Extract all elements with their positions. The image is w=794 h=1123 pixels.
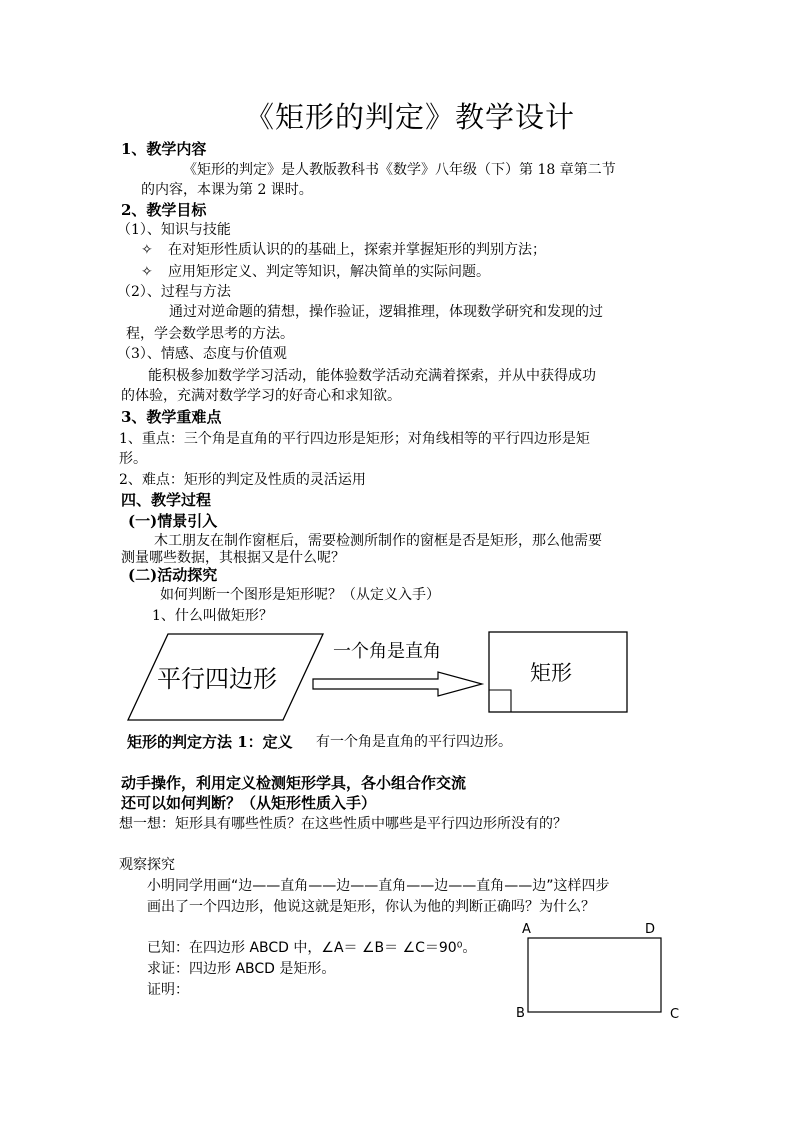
rectangle-abcd <box>528 938 661 1012</box>
objective-2-line-1: 通过对逆命题的猜想，操作验证，逻辑推理，体现数学研究和发现的过 <box>169 304 603 320</box>
prove-statement: 求证：四边形 ABCD 是矩形。 <box>147 961 336 977</box>
observe-line-1: 小明同学用画“边——直角——边——直角——边——直角——边”这样四步 <box>147 878 610 894</box>
observe-heading: 观察探究 <box>119 857 175 873</box>
question-definition: 如何判断一个图形是矩形呢？（从定义入手） <box>160 587 440 603</box>
objective-2-title: （2）、过程与方法 <box>117 284 231 300</box>
section-4-heading: 四、教学过程 <box>121 491 212 509</box>
known-condition: 已知：在四边形 ABCD 中，∠A＝ ∠B＝ ∠C＝90⁰。 <box>147 940 477 956</box>
hands-on-activity: 动手操作，利用定义检测矩形学具，各小组合作交流 <box>121 774 467 792</box>
section-1-heading: 1、教学内容 <box>121 140 207 158</box>
question-what-is-rectangle: 1、什么叫做矩形？ <box>152 608 273 624</box>
parallelogram-label: 平行四边形 <box>157 665 277 693</box>
scenario-line-2: 测量哪些数据，其根据又是什么呢？ <box>121 550 345 566</box>
vertex-d-label: D <box>645 922 656 937</box>
section-1-line-2: 的内容，本课为第 2 课时。 <box>141 182 313 198</box>
key-point-line-2: 形。 <box>119 451 147 467</box>
difficult-point: 2、难点：矩形的判定及性质的灵活运用 <box>119 472 366 488</box>
bullet-icon: ✧ <box>141 264 153 280</box>
proof-label: 证明： <box>147 982 189 998</box>
activity-title: (二)活动探究 <box>128 566 218 584</box>
section-1-line-1: 《矩形的判定》是人教版教科书《数学》八年级（下）第 18 章第二节 <box>183 162 616 178</box>
objective-3-line-1: 能积极参加数学学习活动，能体验数学活动充满着探索，并从中获得成功 <box>148 368 596 384</box>
objective-1-title: （1）、知识与技能 <box>117 222 231 238</box>
vertex-a-label: A <box>522 922 531 937</box>
section-2-heading: 2、教学目标 <box>121 201 207 219</box>
page-title: 《矩形的判定》教学设计 <box>245 100 576 134</box>
objective-1-bullet-1: 在对矩形性质认识的的基础上，探索并掌握矩形的判别方法； <box>168 242 546 258</box>
definition-diagram <box>0 625 794 745</box>
objective-1-bullet-2: 应用矩形定义、判定等知识，解决简单的实际问题。 <box>168 264 490 280</box>
vertex-b-label: B <box>516 1006 525 1021</box>
rectangle-label: 矩形 <box>530 661 572 685</box>
objective-2-line-2: 程，学会数学思考的方法。 <box>126 326 294 342</box>
arrow-label: 一个角是直角 <box>333 641 441 662</box>
vertex-c-label: C <box>670 1007 680 1022</box>
scenario-title: (一)情景引入 <box>128 512 218 530</box>
property-question: 还可以如何判断？（从矩形性质入手） <box>121 794 377 812</box>
method-1-text: 有一个角是直角的平行四边形。 <box>316 734 512 750</box>
scenario-line-1: 木工朋友在制作窗框后，需要检测所制作的窗框是否是矩形，那么他需要 <box>154 533 602 549</box>
method-1-title: 矩形的判定方法 1：定义 <box>127 733 293 751</box>
observe-line-2: 画出了一个四边形，他说这就是矩形，你认为他的判断正确吗？为什么？ <box>147 899 595 915</box>
section-3-heading: 3、教学重难点 <box>121 408 222 426</box>
think-question: 想一想：矩形具有哪些性质？在这些性质中哪些是平行四边形所没有的？ <box>119 816 567 832</box>
bullet-icon: ✧ <box>141 242 153 258</box>
key-point-line-1: 1、重点：三个角是直角的平行四边形是矩形；对角线相等的平行四边形是矩 <box>119 431 590 447</box>
rectangle-abcd-figure <box>510 918 690 1028</box>
objective-3-line-2: 的体验，充满对数学学习的好奇心和求知欲。 <box>121 388 401 404</box>
objective-3-title: （3）、情感、态度与价值观 <box>117 346 287 362</box>
arrow-icon <box>313 672 482 696</box>
